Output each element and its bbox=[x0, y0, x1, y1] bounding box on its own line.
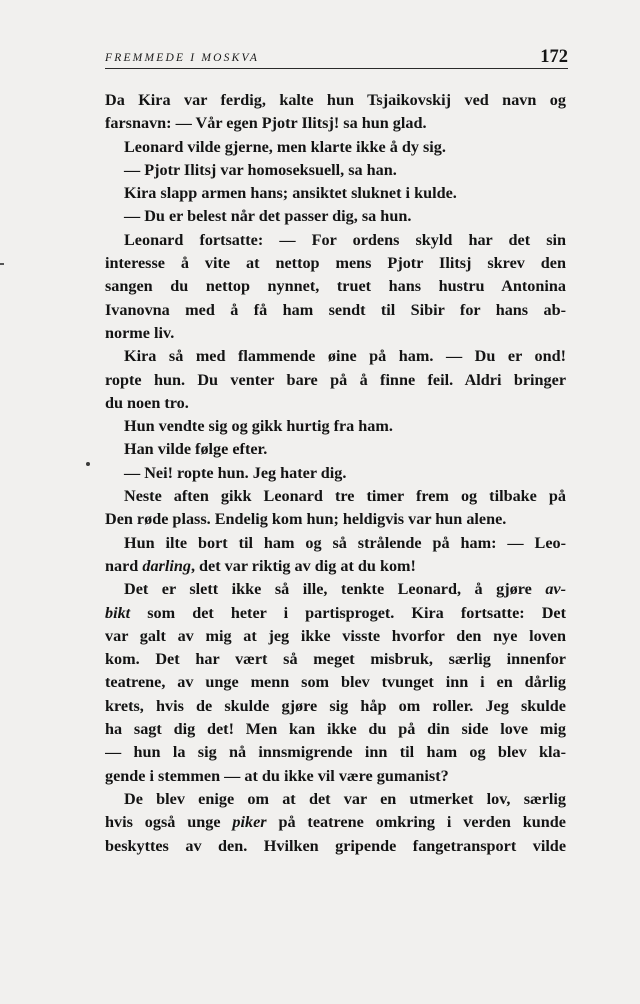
text-segment: nard bbox=[105, 556, 143, 575]
text-line bbox=[105, 275, 566, 298]
italic-text: av- bbox=[545, 580, 566, 599]
text-segment: ropte hun. Du venter bare på å finne feil. Aldri bringer bbox=[105, 370, 566, 389]
text-line bbox=[105, 695, 566, 718]
text-segment: Kira slapp armen hans; ansiktet sluknet i kulde. bbox=[124, 184, 457, 203]
text-segment: farsnavn: — Vår egen Pjotr Ilitsj! sa hun glad. bbox=[105, 114, 427, 133]
text-segment: Hun ilte bort til ham og så strålende på ham: — Leo- bbox=[124, 533, 566, 552]
text-line bbox=[105, 369, 566, 392]
text-line bbox=[105, 136, 566, 159]
text-segment: på teatrene omkring i verden kunde bbox=[266, 813, 566, 832]
text-line bbox=[105, 462, 566, 485]
text-line bbox=[105, 345, 566, 368]
running-head bbox=[105, 48, 568, 68]
text-segment: gende i stemmen — at du ikke vil være gumanist? bbox=[105, 766, 449, 785]
text-segment: — hun la sig nå innsmigrende inn til ham og blev kla- bbox=[105, 743, 566, 762]
text-line bbox=[105, 578, 566, 601]
text-segment: var galt av mig at jeg ikke visste hvorfor den nye loven bbox=[105, 626, 566, 645]
print-speck bbox=[86, 462, 90, 466]
text-line bbox=[105, 252, 566, 275]
text-line bbox=[105, 741, 566, 764]
text-line bbox=[105, 811, 566, 834]
text-line bbox=[105, 765, 566, 788]
text-line bbox=[105, 835, 566, 858]
text-line bbox=[105, 89, 566, 112]
text-line bbox=[105, 788, 566, 811]
text-segment: Leonard fortsatte: — For ordens skyld har det sin bbox=[124, 230, 566, 249]
text-segment: Neste aften gikk Leonard tre timer frem og tilbake på bbox=[124, 487, 566, 506]
text-segment: sangen du nettop nynnet, truet hans hustru Antonina bbox=[105, 277, 566, 296]
text-segment: norme liv. bbox=[105, 323, 175, 342]
text-line bbox=[105, 532, 566, 555]
edge-mark bbox=[0, 263, 4, 265]
italic-text: piker bbox=[232, 813, 267, 832]
text-segment: Ivanovna med å få ham sendt til Sibir for hans ab- bbox=[105, 300, 566, 319]
text-line bbox=[105, 602, 566, 625]
text-segment: De blev enige om at det var en utmerket lov, særlig bbox=[124, 789, 566, 808]
text-line bbox=[105, 159, 566, 182]
text-line bbox=[105, 205, 566, 228]
text-segment: — Nei! ropte hun. Jeg hater dig. bbox=[124, 463, 347, 482]
text-segment: , det var riktig av dig at du kom! bbox=[190, 556, 416, 575]
text-segment: — Du er belest når det passer dig, sa hun. bbox=[124, 207, 412, 226]
text-line bbox=[105, 718, 566, 741]
text-segment: du noen tro. bbox=[105, 393, 189, 412]
text-line bbox=[105, 671, 566, 694]
text-segment: krets, hvis de skulde gjøre sig håp om roller. Jeg skulde bbox=[105, 696, 566, 715]
text-segment: hvis også unge bbox=[105, 813, 233, 832]
text-line bbox=[105, 299, 566, 322]
text-line bbox=[105, 625, 566, 648]
text-segment: — Pjotr Ilitsj var homoseksuell, sa han. bbox=[124, 160, 397, 179]
text-segment: Det er slett ikke så ille, tenkte Leonard, å gjøre bbox=[124, 580, 546, 599]
running-title: FREMMEDE I MOSKVA bbox=[105, 52, 260, 64]
text-segment: Kira så med flammende øine på ham. — Du er ond! bbox=[124, 347, 566, 366]
text-line bbox=[105, 438, 566, 461]
text-segment: ha sagt dig det! Men kan ikke du på din side love mig bbox=[105, 720, 566, 739]
header-rule bbox=[105, 68, 568, 69]
text-segment: kom. Det har vært så meget misbruk, særlig innenfor bbox=[105, 650, 566, 669]
text-segment: som det heter i partisproget. Kira fortsatte: Det bbox=[130, 603, 566, 622]
italic-text: bikt bbox=[105, 603, 131, 622]
text-line bbox=[105, 322, 566, 345]
text-line bbox=[105, 415, 566, 438]
text-line bbox=[105, 229, 566, 252]
text-line bbox=[105, 485, 566, 508]
italic-text: darling bbox=[142, 556, 191, 575]
text-segment: Den røde plass. Endelig kom hun; heldigvis var hun alene. bbox=[105, 510, 507, 529]
text-segment: beskyttes av den. Hvilken gripende fangetransport vilde bbox=[105, 836, 566, 855]
body-text bbox=[105, 89, 566, 858]
text-segment: Hun vendte sig og gikk hurtig fra ham. bbox=[124, 417, 393, 436]
page-number: 172 bbox=[540, 47, 568, 67]
text-line bbox=[105, 508, 566, 531]
text-segment: Han vilde følge efter. bbox=[124, 440, 268, 459]
text-line bbox=[105, 182, 566, 205]
text-line bbox=[105, 392, 566, 415]
text-line bbox=[105, 555, 566, 578]
text-segment: interesse å vite at nettop mens Pjotr Ilitsj skrev den bbox=[105, 254, 566, 273]
text-line bbox=[105, 648, 566, 671]
text-segment: teatrene, av unge menn som blev tvunget inn i en dårlig bbox=[105, 673, 566, 692]
text-segment: Da Kira var ferdig, kalte hun Tsjaikovskij ved navn og bbox=[105, 91, 566, 109]
text-line bbox=[105, 112, 566, 135]
text-segment: Leonard vilde gjerne, men klarte ikke å dy sig. bbox=[124, 137, 446, 156]
